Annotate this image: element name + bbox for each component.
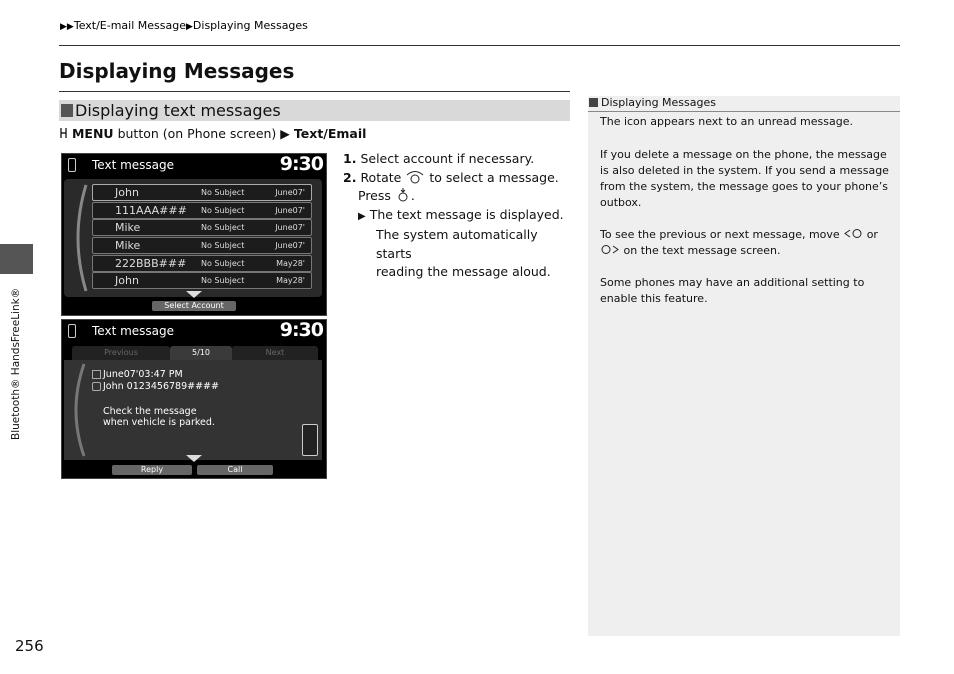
section-title: Displaying text messages bbox=[75, 101, 281, 120]
row-sender: Mike bbox=[115, 239, 141, 252]
message-text-line1: Check the message bbox=[103, 406, 197, 417]
step-2-text-b: to select a message. bbox=[429, 169, 559, 185]
arrow-down-icon bbox=[186, 455, 202, 462]
step-2-press bbox=[343, 187, 571, 206]
envelope-icon bbox=[92, 370, 101, 379]
row-subject: No Subject bbox=[201, 276, 245, 285]
tab-next[interactable]: Next bbox=[232, 346, 318, 360]
step-1 bbox=[343, 150, 571, 169]
note-icon bbox=[589, 98, 598, 107]
result-arrow-icon: ▶ bbox=[358, 210, 366, 222]
row-subject: No Subject bbox=[201, 259, 245, 268]
text-message-detail-screen bbox=[61, 319, 327, 479]
phone-icon bbox=[68, 158, 76, 172]
dial-arc-icon bbox=[66, 362, 86, 458]
clock: 9:30 bbox=[279, 319, 323, 341]
breadcrumb-arrows: ▶▶ bbox=[60, 22, 74, 32]
interface-dial-rotate-icon bbox=[405, 170, 425, 184]
tab-page-indicator: 5/10 bbox=[170, 346, 232, 360]
sidebar-note bbox=[588, 96, 900, 636]
step-2-text-a: Rotate bbox=[360, 169, 402, 185]
row-date: May28' bbox=[276, 276, 305, 285]
page-number: 256 bbox=[15, 637, 44, 655]
sidebar-p3-text-b: or bbox=[866, 228, 878, 241]
text-message-list-screen bbox=[61, 153, 327, 316]
sidebar-paragraph-4: Some phones may have an additional setting to enable this feature. bbox=[600, 276, 865, 305]
sidebar-paragraph-3 bbox=[600, 227, 892, 259]
screen-header bbox=[62, 154, 326, 176]
chapter-tab[interactable] bbox=[0, 244, 33, 274]
row-subject: No Subject bbox=[201, 206, 245, 215]
row-date: May28' bbox=[276, 259, 305, 268]
phone-icon bbox=[68, 324, 76, 338]
menu-button-label: MENU bbox=[71, 126, 114, 141]
step-2-text-c: Press bbox=[358, 188, 391, 203]
row-date: June07' bbox=[275, 188, 305, 197]
breadcrumb bbox=[60, 19, 308, 32]
row-date: June07' bbox=[275, 206, 305, 215]
title-divider bbox=[59, 91, 570, 92]
message-row[interactable] bbox=[92, 255, 312, 272]
step-2-result-line3: reading the message aloud. bbox=[376, 264, 551, 279]
message-row[interactable] bbox=[92, 219, 312, 236]
step-2-text-d: . bbox=[410, 188, 415, 203]
sidebar-paragraph-1: The icon appears next to an unread message. bbox=[600, 115, 853, 128]
instruction-steps bbox=[343, 150, 571, 282]
row-subject: No Subject bbox=[201, 188, 245, 197]
reply-button[interactable]: Reply bbox=[112, 465, 192, 475]
row-sender: John bbox=[115, 186, 139, 199]
read-aloud-icon[interactable] bbox=[302, 424, 318, 456]
message-timestamp: June07'03:47 PM bbox=[103, 369, 183, 380]
message-text-line2: when vehicle is parked. bbox=[103, 417, 215, 428]
menu-path-mid: button (on Phone screen) bbox=[117, 126, 277, 141]
section-square-icon bbox=[61, 104, 73, 117]
contact-icon bbox=[92, 382, 101, 391]
select-account-button[interactable]: Select Account bbox=[152, 301, 236, 311]
message-tabs bbox=[64, 346, 322, 360]
move-right-icon bbox=[600, 244, 620, 255]
step-2-result-line1: The text message is displayed. bbox=[369, 206, 564, 222]
page-title: Displaying Messages bbox=[59, 59, 295, 83]
row-date: June07' bbox=[275, 241, 305, 250]
menu-path-separator: ▶ bbox=[280, 126, 290, 141]
step-1-number: 1. bbox=[343, 151, 357, 166]
breadcrumb-part1[interactable]: Text/E-mail Message bbox=[73, 19, 186, 32]
step-2-number: 2. bbox=[343, 169, 357, 185]
move-left-icon bbox=[843, 228, 863, 239]
message-row[interactable] bbox=[92, 272, 312, 289]
screen-title: Text message bbox=[92, 158, 175, 172]
row-subject: No Subject bbox=[201, 223, 245, 232]
message-body-panel bbox=[64, 360, 322, 460]
home-button-icon bbox=[59, 127, 68, 139]
clock: 9:30 bbox=[279, 153, 323, 175]
message-row[interactable] bbox=[92, 184, 312, 201]
screen-title: Text message bbox=[92, 324, 175, 338]
breadcrumb-separator: ▶ bbox=[186, 22, 193, 32]
step-2-result-line2: The system automatically starts bbox=[376, 227, 538, 261]
step-1-text: Select account if necessary. bbox=[360, 151, 535, 166]
screen-header bbox=[62, 320, 326, 342]
sidebar-title: Displaying Messages bbox=[601, 96, 716, 109]
sidebar-p3-text-c: on the text message screen. bbox=[623, 244, 781, 257]
step-2-result bbox=[343, 206, 571, 227]
arrow-down-icon bbox=[186, 291, 202, 298]
section-header bbox=[59, 100, 570, 121]
message-row[interactable] bbox=[92, 237, 312, 254]
call-button[interactable]: Call bbox=[197, 465, 273, 475]
chapter-label-text: Bluetooth® HandsFreeLink® bbox=[10, 287, 22, 440]
row-sender: Mike bbox=[115, 221, 141, 234]
message-sender: John 0123456789#### bbox=[103, 381, 219, 392]
sidebar-p3-text-a: To see the previous or next message, move bbox=[600, 228, 840, 241]
menu-path bbox=[59, 126, 366, 141]
top-divider bbox=[59, 45, 900, 46]
chapter-label bbox=[7, 272, 27, 442]
tab-previous[interactable]: Previous bbox=[72, 346, 170, 360]
row-sender: John bbox=[115, 274, 139, 287]
row-subject: No Subject bbox=[201, 241, 245, 250]
row-sender: 222BBB### bbox=[115, 257, 187, 270]
row-date: June07' bbox=[275, 223, 305, 232]
menu-path-target: Text/Email bbox=[293, 126, 367, 141]
interface-dial-press-icon bbox=[395, 188, 411, 202]
row-sender: 111AAA### bbox=[115, 204, 187, 217]
breadcrumb-part2[interactable]: Displaying Messages bbox=[192, 19, 308, 32]
dial-arc-icon bbox=[68, 183, 88, 293]
sidebar-header bbox=[588, 96, 900, 112]
step-2 bbox=[343, 169, 571, 188]
message-list-panel bbox=[64, 179, 322, 297]
message-row[interactable] bbox=[92, 202, 312, 219]
sidebar-paragraph-2: If you delete a message on the phone, the message is also deleted in the system. If you send a message from the system, the message goes to your phone’s outbox. bbox=[600, 148, 889, 209]
